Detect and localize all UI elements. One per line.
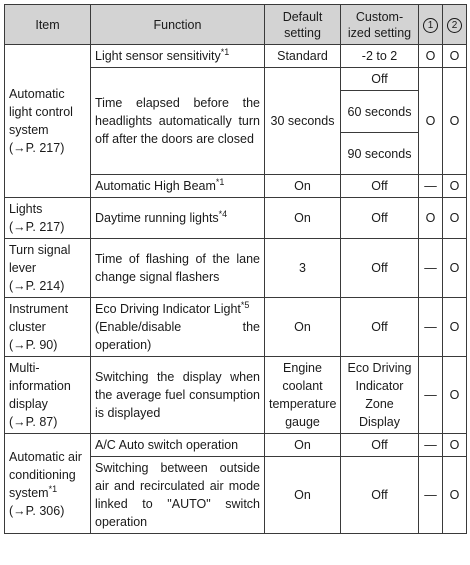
table-row [5,357,467,434]
table-row [5,298,467,357]
col2-cell: O [443,298,467,357]
custom-cell: 90 seconds [341,133,419,175]
col1-cell: — [419,357,443,434]
default-cell: On [265,198,341,239]
default-cell: Standard [265,45,341,68]
item-cell: Instrument cluster (→P. 90) [5,298,91,357]
function-cell: Time elapsed before the headlights automatically turn off after the doors are closed [91,68,265,175]
col1-cell: O [419,68,443,175]
function-cell: Switching between outside air and recirculated air mode linked to "AUTO" switch operation [91,457,265,534]
table-row [5,198,467,239]
custom-cell: Off [341,434,419,457]
col2-cell: O [443,357,467,434]
col1-cell: O [419,198,443,239]
table-row [5,434,467,457]
custom-cell: 60 seconds [341,91,419,133]
col2-cell: O [443,239,467,298]
header-col-1 [419,5,443,45]
table-row [5,45,467,68]
header-item: Item [5,5,91,45]
function-cell: Automatic High Beam$^{*1}$ [91,175,265,198]
item-cell: Automatic air conditioning system$^{*1}$ (→P. 306) [5,434,91,534]
custom-cell: Off [341,298,419,357]
default-cell: On [265,175,341,198]
default-cell: On [265,434,341,457]
page-ref: (→P. 87) [9,415,58,429]
default-cell: On [265,298,341,357]
function-cell: Light sensor sensitivity$^{*1}$ [91,45,265,68]
table-row [5,239,467,298]
custom-cell: -2 to 2 [341,45,419,68]
item-cell: Lights (→P. 217) [5,198,91,239]
col2-cell: O [443,198,467,239]
custom-cell: Off [341,198,419,239]
col1-cell: — [419,239,443,298]
function-note: (Enable/disable the operation) [95,320,260,352]
customization-table [4,4,467,534]
custom-cell: Off [341,68,419,91]
col1-cell: O [419,45,443,68]
default-cell: 3 [265,239,341,298]
function-cell: Time of flashing of the lane change signal flashers [91,239,265,298]
page-ref: (→P. 217) [9,141,65,155]
custom-cell: Off [341,457,419,534]
col2-cell: O [443,434,467,457]
custom-cell: Eco Driving Indicator Zone Display [341,357,419,434]
function-cell: Daytime running lights$^{*4}$ [91,198,265,239]
col1-cell: — [419,298,443,357]
circled-1-icon: 1 [423,18,438,33]
header-default-setting: Default setting [265,5,341,45]
item-cell: Automatic light control system (→P. 217) [5,45,91,198]
function-cell: Eco Driving Indicator Light$^{*5}$ (Enable/disable the operation) [91,298,265,357]
circled-2-icon: 2 [447,18,462,33]
page-ref: (→P. 306) [9,503,65,518]
col2-cell: O [443,175,467,198]
col1-cell: — [419,457,443,534]
default-cell: On [265,457,341,534]
page-ref: (→P. 90) [9,338,58,352]
page-ref: (→P. 217) [9,220,65,234]
col2-cell: O [443,45,467,68]
header-function: Function [91,5,265,45]
page-ref: (→P. 214) [9,279,65,293]
item-cell: Multi-information display (→P. 87) [5,357,91,434]
col2-cell: O [443,457,467,534]
header-customized-setting: Custom-ized setting [341,5,419,45]
function-cell: Switching the display when the average fuel consumption is displayed [91,357,265,434]
col1-cell: — [419,175,443,198]
custom-cell: Off [341,175,419,198]
custom-cell: Off [341,239,419,298]
item-cell: Turn signal lever (→P. 214) [5,239,91,298]
function-cell: A/C Auto switch operation [91,434,265,457]
header-row [5,5,467,45]
header-col-2 [443,5,467,45]
default-cell: 30 seconds [265,68,341,175]
col2-cell: O [443,68,467,175]
default-cell: Engine coolant temperature gauge [265,357,341,434]
col1-cell: — [419,434,443,457]
